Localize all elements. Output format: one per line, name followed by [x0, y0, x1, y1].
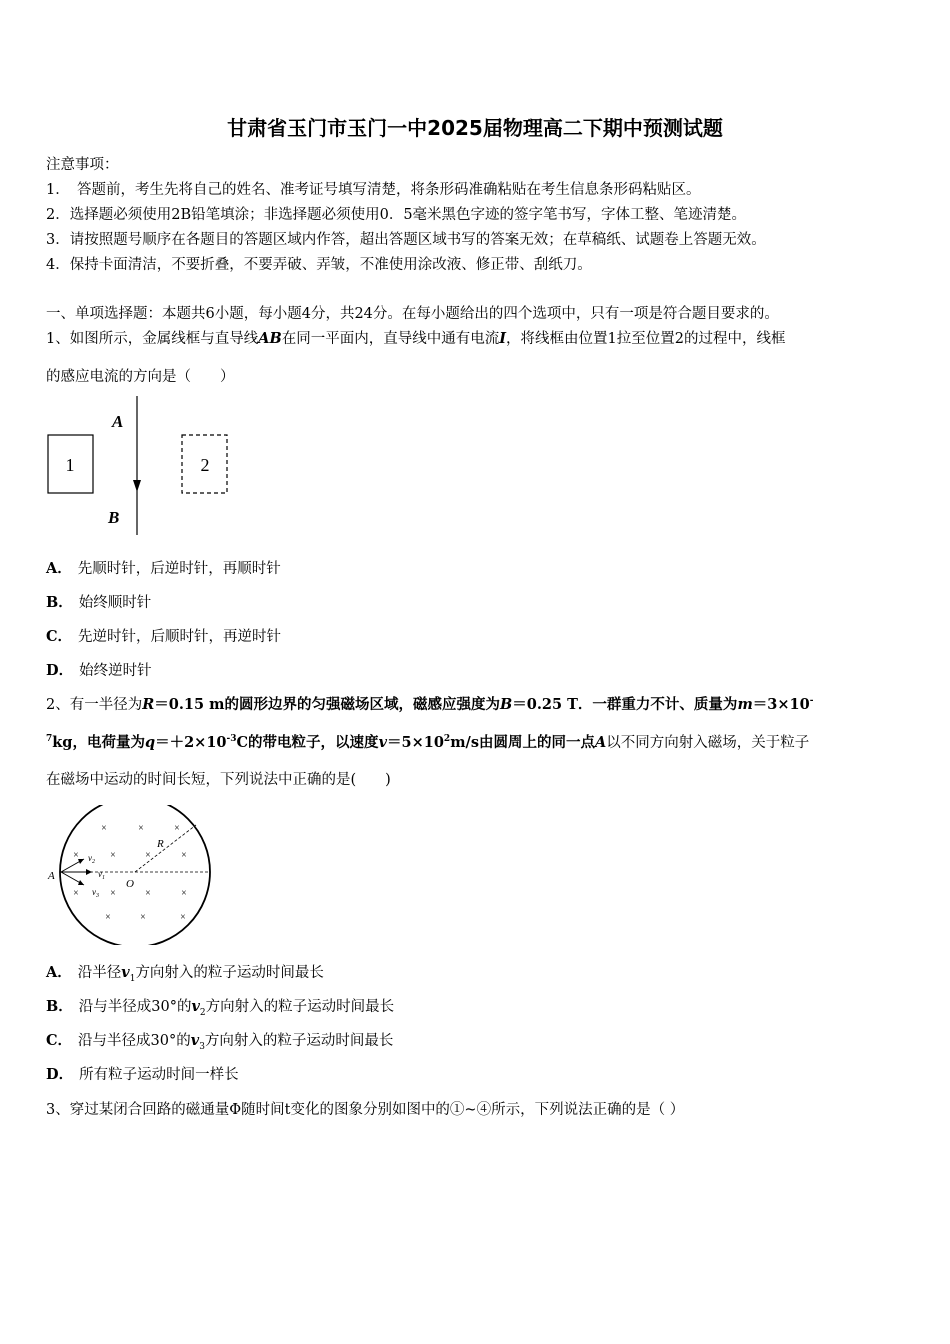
q1-var-ab: AB	[258, 330, 282, 347]
current-arrow	[133, 480, 141, 492]
label-a: A	[48, 870, 55, 882]
q1-option-d[interactable]: D． 始终逆时针	[46, 662, 152, 679]
q1-text-a: 1、如图所示，金属线框与直导线	[46, 331, 259, 347]
q3-stem: 3、穿过某闭合回路的磁通量Φ随时间t变化的图象分别如图中的①~④所示，下列说法正确的是（ ）	[46, 1102, 685, 1118]
notice-item-1: 1． 答题前，考生先将自己的姓名、准考证号填写清楚，将条形码准确粘贴在考生信息条形码粘贴区。	[46, 182, 701, 198]
section-heading: 一、单项选择题：本题共6小题，每小题4分，共24分。在每小题给出的四个选项中，只有一项是符合题目要求的。	[46, 306, 779, 322]
q1-option-b[interactable]: B． 始终顺时针	[46, 594, 152, 611]
q1-text-b: 在同一平面内，直导线中通有电流	[281, 331, 500, 347]
svg-text:×: ×	[174, 823, 180, 834]
svg-text:×: ×	[138, 823, 144, 834]
svg-text:×: ×	[145, 850, 151, 861]
notice-item-2: 2．选择题必须使用2B铅笔填涂；非选择题必须使用0．5毫米黑色字迹的签字笔书写，字体工整、笔迹清楚。	[46, 207, 747, 223]
notice-item-4: 4．保持卡面清洁，不要折叠，不要弄破、弄皱，不准使用涂改液、修正带、刮纸刀。	[46, 257, 592, 273]
v2-label: $v_2$	[88, 853, 95, 865]
q2-option-c[interactable]: C． 沿与半径成30°的$v_3$方向射入的粒子运动时间最长	[46, 1032, 394, 1052]
svg-text:×: ×	[145, 888, 151, 899]
svg-text:×: ×	[73, 850, 79, 861]
q1-option-c[interactable]: C． 先逆时针，后顺时针，再逆时针	[46, 628, 282, 645]
svg-text:×: ×	[105, 912, 111, 923]
q1-stem-line1	[46, 327, 786, 348]
v1-label: $v_1$	[98, 869, 105, 881]
field-boundary	[60, 805, 210, 945]
field-crosses	[73, 823, 187, 923]
box2-label: 2	[200, 455, 210, 475]
label-b: B	[108, 508, 120, 527]
q2-option-b[interactable]: B． 沿与半径成30°的$v_2$方向射入的粒子运动时间最长	[46, 998, 395, 1018]
label-a: A	[112, 412, 124, 431]
q2-stem-line3: 在磁场中运动的时间长短，下列说法中正确的是( )	[46, 772, 391, 788]
q2-stem-line2: $^7$kg，电荷量为$q=+2\times 10^{-3}C$的带电粒子，以速度$v=5\times 10^2m/s$由圆周上的同一点A以不同方向射入磁场，关于粒子	[46, 734, 810, 751]
svg-text:×: ×	[73, 888, 79, 899]
radius-line	[135, 825, 196, 872]
svg-text:×: ×	[181, 850, 187, 861]
q1-stem-line2: 的感应电流的方向是（ ）	[46, 369, 235, 385]
svg-text:×: ×	[140, 912, 146, 923]
svg-text:×: ×	[110, 850, 116, 861]
q2-figure	[44, 805, 224, 945]
q1-option-a[interactable]: A． 先顺时针，后逆时针，再顺时针	[46, 560, 281, 577]
v3-label: $v_3$	[92, 887, 99, 899]
q1-var-i: I	[499, 330, 507, 347]
v1-arrowhead	[86, 869, 92, 875]
notice-heading: 注意事项：	[46, 157, 119, 173]
q2-option-d[interactable]: D． 所有粒子运动时间一样长	[46, 1066, 239, 1083]
svg-text:×: ×	[110, 888, 116, 899]
q1-text-c: ，将线框由位置1拉至位置2的过程中，线框	[506, 331, 786, 347]
box1-label: 1	[65, 455, 75, 475]
svg-text:×: ×	[180, 912, 186, 923]
label-r: R	[157, 838, 164, 850]
page-title: 甘肃省玉门市玉门一中2025届物理高二下期中预测试题	[227, 116, 723, 140]
q2-stem-line1: 2、有一半径为R＝0.15 m的圆形边界的匀强磁场区域，磁感应强度为B＝0.25 T．一群重力不计、质量为m＝3×10-	[46, 696, 814, 713]
notice-item-3: 3．请按照题号顺序在各题目的答题区域内作答，超出答题区域书写的答案无效；在草稿纸、试题卷上答题无效。	[46, 232, 766, 248]
q2-option-a[interactable]: A． 沿半径$v_1$方向射入的粒子运动时间最长	[46, 964, 324, 984]
svg-text:×: ×	[101, 823, 107, 834]
q1-figure	[40, 392, 240, 542]
label-o: O	[126, 878, 134, 890]
svg-text:×: ×	[181, 888, 187, 899]
